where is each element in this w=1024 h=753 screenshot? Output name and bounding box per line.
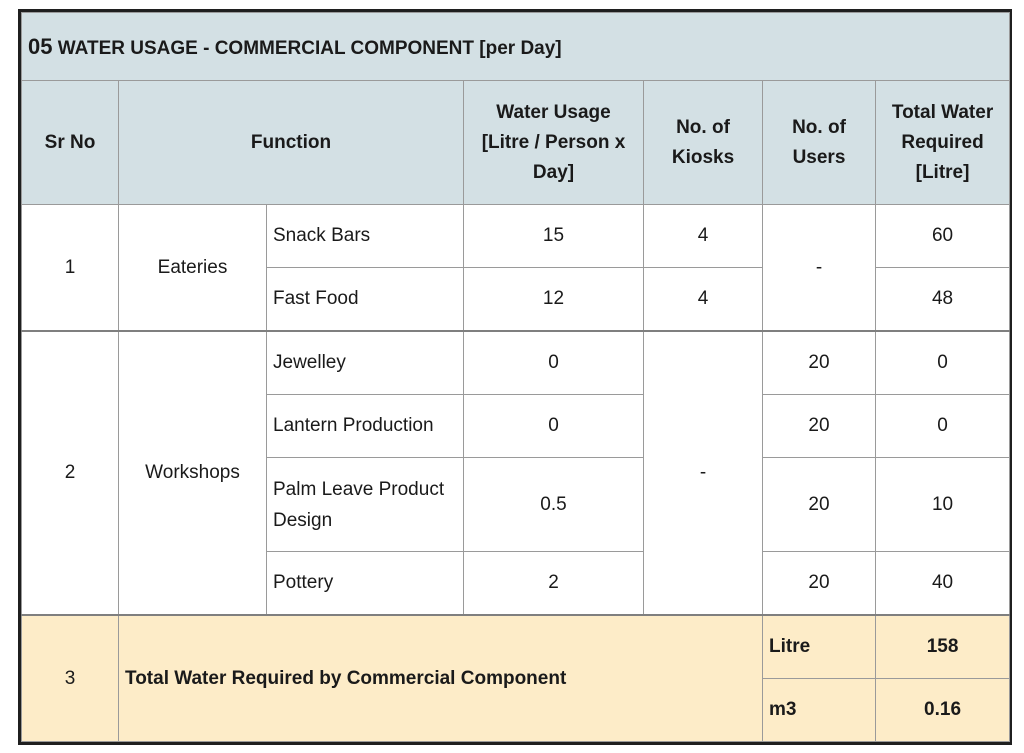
table-row [22,331,1010,395]
function-cell: Snack Bars [267,205,464,268]
usage-cell: 12 [464,268,644,332]
total-row [22,615,1010,679]
users-cell: 20 [763,331,876,395]
header-total-line2: Required [901,131,984,153]
sr-no-cell: 1 [22,205,119,332]
table-row [22,205,1010,268]
function-cell [267,458,464,552]
usage-cell: 0.5 [464,458,644,552]
function-cell: Jewelley [267,331,464,395]
total-cell: 0 [876,395,1010,458]
function-line2: Design [273,509,333,531]
header-water-usage-line1: Water Usage [496,101,611,123]
total-unit-m3: m3 [763,679,876,742]
header-water-usage-line2: [Litre / Person x [481,131,626,153]
kiosks-cell: - [644,331,763,615]
function-cell: Lantern Production [267,395,464,458]
kiosks-cell: 4 [644,268,763,332]
table-title-number: 05 [28,33,53,59]
table-title-text: WATER USAGE - COMMERCIAL COMPONENT [per Day] [52,37,562,59]
header-water-usage [464,81,644,205]
header-kiosks-line1: No. of [676,116,730,138]
total-cell: 0 [876,331,1010,395]
table-header-row [22,81,1010,205]
total-cell: 10 [876,458,1010,552]
function-cell: Pottery [267,552,464,616]
header-users-line1: No. of [792,116,846,138]
header-total-line3: [Litre] [915,161,970,183]
total-label-cell: Total Water Required by Commercial Component [119,615,763,742]
table-title-row [22,13,1010,81]
table-title [22,13,1010,81]
total-unit-litre: Litre [763,615,876,679]
water-usage-table [21,12,1010,742]
usage-cell: 15 [464,205,644,268]
kiosks-cell: 4 [644,205,763,268]
users-cell: - [763,205,876,332]
usage-cell: 2 [464,552,644,616]
total-cell: 60 [876,205,1010,268]
usage-cell: 0 [464,331,644,395]
category-cell: Workshops [119,331,267,615]
total-cell: 40 [876,552,1010,616]
sr-no-cell: 2 [22,331,119,615]
header-water-usage-line3: Day] [532,161,575,183]
total-sr-no-cell: 3 [22,615,119,742]
users-cell: 20 [763,552,876,616]
header-total-line1: Total Water [891,101,994,123]
total-value-litre: 158 [876,615,1010,679]
header-kiosks-line2: Kiosks [671,146,735,168]
users-cell: 20 [763,458,876,552]
header-total [876,81,1010,205]
function-line1: Palm Leave Product [273,478,445,500]
total-value-m3: 0.16 [876,679,1010,742]
header-function: Function [119,81,464,205]
usage-cell: 0 [464,395,644,458]
header-users [763,81,876,205]
function-cell: Fast Food [267,268,464,332]
header-kiosks [644,81,763,205]
category-cell: Eateries [119,205,267,332]
header-users-line2: Users [792,146,846,168]
total-cell: 48 [876,268,1010,332]
users-cell: 20 [763,395,876,458]
header-sr-no: Sr No [22,81,119,205]
water-usage-table-frame [18,9,1012,745]
